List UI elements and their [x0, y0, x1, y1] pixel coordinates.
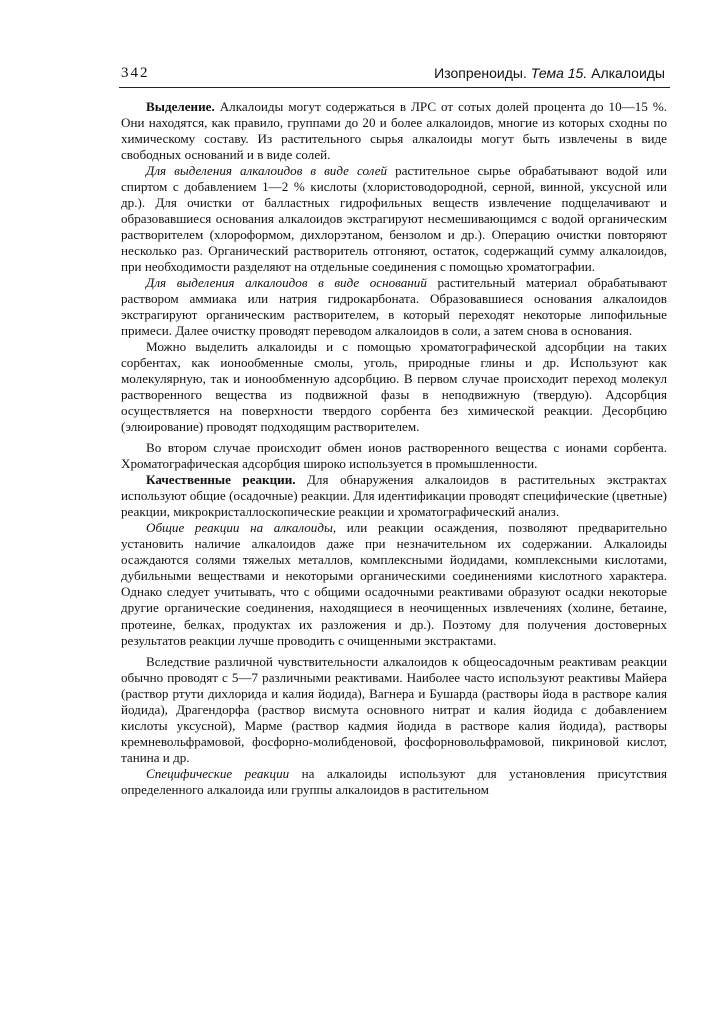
paragraph-ion-exchange [121, 440, 667, 472]
paragraph-salts [121, 163, 667, 275]
page-body [121, 99, 667, 798]
paragraph-text: растительный материал обрабатывают раствором аммиака или натрия гидрокарбоната. Образовавшиеся основания алкалоидов экстрагируют органическим растворителем, в который переходят некоторые липофильные примеси. Далее очистку проводят переводом алкалоидов в соли, а затем снова в основания. [121, 275, 667, 339]
paragraph-text: Вследствие различной чувствительности алкалоидов к общеосадочным реактивам реакции обычно проводят с 5—7 различными реактивами. Наиболее часто используют реактивы Майера (раствор ртути дихлорида и калия йодида), Вагнера и Бушарда (растворы йода в растворе калия йодида), Драгендорфа (раствор висмута основного нитрат и калия йодида с добавлением кислоты уксусной), Марме (раствор кадмия йодида в растворе калия йодида), растворы кремневольфрамовой, фосфорно-молибденовой, фосфорновольфрамовой, пикриновой кислот, танина и др. [121, 653, 667, 765]
paragraph-isolation [121, 99, 667, 163]
paragraph-text: Можно выделить алкалоиды и с помощью хроматографической адсорбции на таких сорбентах, как ионообменные смолы, уголь, природные глины и др. Используют как молекулярную, так и ионообменную адсорбцию. В первом случае происходит переход молекул растворенного вещества из подвижной фазы в неподвижную (твердую). Адсорбция осуществляется на поверхности твердого сорбента без химической реакции. Десорбцию (элюирование) проводят подходящим растворителем. [121, 339, 667, 435]
page-header [121, 65, 667, 87]
paragraph-adsorption [121, 339, 667, 435]
paragraph-italic-lead: Общие реакции на алкалоиды [146, 520, 333, 536]
paragraph-general-reactions [121, 520, 667, 648]
paragraph-italic-lead: Для выделения алкалоидов в виде солей [146, 163, 388, 179]
paragraph-specific-reactions [121, 766, 667, 798]
running-head-section: Изопреноиды. [434, 65, 531, 81]
header-rule [119, 87, 670, 88]
paragraph-reagents [121, 654, 667, 766]
paragraph-text: растительное сырье обрабатывают водой или спиртом с добавлением 1—2 % кислоты (хлористоводородной, серной, винной, уксусной или др.). Для очистки от балластных гидрофильных веществ извлечение подщелачивают и образовавшиеся основания алкалоидов экстрагируют несмешивающимся с водой органическим растворителем (хлороформом, дихлорэтаном, бензолом и др.). Операцию очистки повторяют несколько раз. Органический растворитель отгоняют, остаток, содержащий сумму алкалоидов, при необходимости разделяют на отдельные соединения с помощью хроматографии. [121, 163, 667, 275]
running-head-chapter: Алкалоиды [587, 65, 665, 81]
running-head-topic: Тема 15. [530, 65, 588, 81]
paragraph-text: , или реакции осаждения, позволяют предварительно установить наличие алкалоидов даже при незначительном их содержании. Алкалоиды осаждаются солями тяжелых металлов, комплексными йодидами, комплексными кислотами, дубильными веществами и некоторыми органическими соединениями кислотного характера. Однако следует учитывать, что с общими осадочными реактивами образуют осадки некоторые другие органические соединения, находящиеся в неочищенных извлечениях (холине, бетаине, протеине, белках, продуктах их разложения и др.). Поэтому для получения достоверных результатов реакции лучше проводить с очищенными экстрактами. [121, 520, 667, 648]
paragraph-italic-lead: Для выделения алкалоидов в виде оснований [146, 275, 427, 291]
paragraph-text: на алкалоиды используют для установления присутствия определенного алкалоида или группы алкалоидов в растительном [121, 765, 667, 797]
paragraph-bases [121, 275, 667, 339]
paragraph-qualitative [121, 472, 667, 520]
paragraph-lead: Качественные реакции. [146, 472, 296, 488]
paragraph-text: Во втором случае происходит обмен ионов растворенного вещества с ионами сорбента. Хроматографическая адсорбция широко используется в промышленности. [121, 440, 667, 472]
page-number: 342 [121, 65, 150, 81]
running-head [434, 65, 665, 81]
paragraph-lead: Выделение. [146, 99, 215, 114]
paragraph-text: Для обнаружения алкалоидов в растительных экстрактах используют общие (осадочные) реакции. Для идентификации проводят специфические (цветные) реакции, микрокристаллоскопические реакции и хроматографический анализ. [121, 472, 668, 520]
paragraph-text: Алкалоиды могут содержаться в ЛРС от сотых долей процента до 10—15 %. Они находятся, как правило, группами до 20 и более алкалоидов, многие из которых сходны по химическому составу. Из растительного сырья алкалоиды могут быть извлечены в виде свободных оснований и в виде солей. [121, 99, 667, 163]
paragraph-italic-lead: Специфические реакции [146, 765, 290, 781]
